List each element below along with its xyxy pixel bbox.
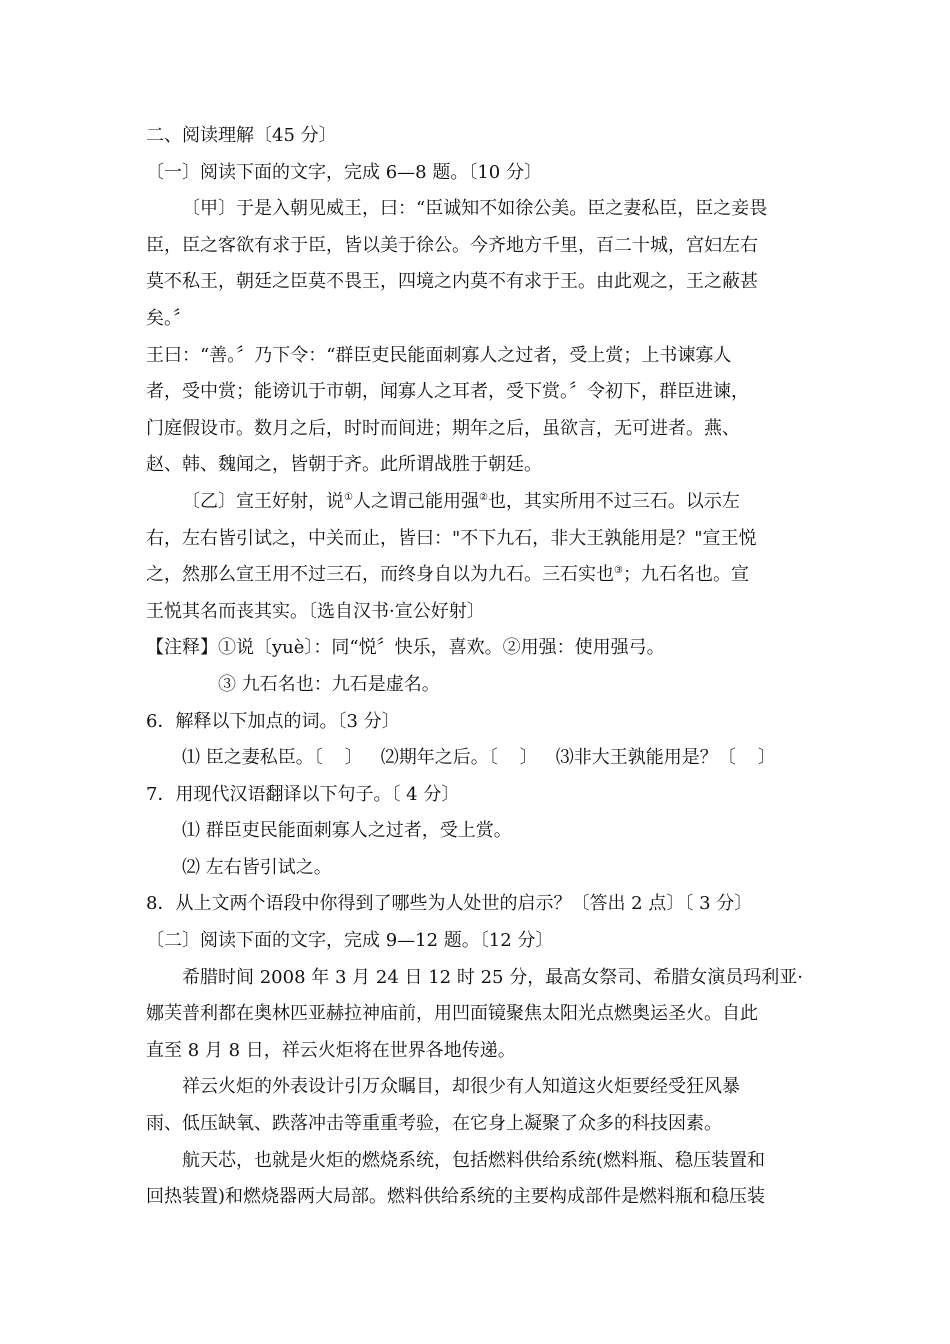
passage-jia-line: 矣。〞 <box>146 307 191 329</box>
passage-yi-text: 也，其实所用不过三石。以示左 <box>487 490 740 512</box>
passage-2-line: 航天芯，也就是火炬的燃烧系统，包括燃料供给系统(燃料瓶、稳压装置和 <box>182 1149 766 1171</box>
passage-yi-text: 人之谓己能用强 <box>352 490 479 512</box>
q6-item: ⑶非大王孰能用是？〔 <box>555 747 736 769</box>
passage-2-line: 娜芙普利都在奥林匹亚赫拉神庙前，用凹面镜聚焦太阳光点燃奥运圣火。自此 <box>146 1003 758 1025</box>
question-7-stem: 7．用现代汉语翻译以下句子。〔 4 分〕 <box>146 783 460 805</box>
passage-yi-line <box>146 557 811 594</box>
annotation-line: 【注释】①说〔yuè〕：同“悦〞快乐，喜欢。②用强：使用强弓。 <box>146 637 665 659</box>
section-title: 二、阅读理解〔45 分〕 <box>146 125 337 146</box>
passage-jia-line: 〔甲〕于是入朝见威王，曰：“臣诚知不如徐公美。臣之妻私臣，臣之妾畏 <box>182 198 768 220</box>
passage-yi-line <box>146 484 811 521</box>
q6-item-close: 〕 <box>519 747 538 769</box>
passage-jia-line: 门庭假设市。数月之后，时时而间进；期年之后，虽欲言，无可进者。燕、 <box>146 417 740 439</box>
passage-jia-line: 臣，臣之客欲有求于臣，皆以美于徐公。今齐地方千里，百二十城，宫妇左右 <box>146 234 758 256</box>
q7-item: ⑵ 左右皆引试之。 <box>182 856 332 878</box>
question-6-stem: 6．解释以下加点的词。〔3 分〕 <box>146 710 400 732</box>
passage-yi-text: 之，然那么宣王用不过三石，而终身自以为九石。三石实也 <box>146 564 614 586</box>
passage-yi-text: ；九石名也。宣 <box>622 564 749 586</box>
passage-jia-line: 者，受中赏；能谤讥于市朝，闻寡人之耳者，受下赏。〞令初下，群臣进谏， <box>146 381 749 403</box>
document-page <box>146 118 811 1216</box>
footnote-marker: ② <box>478 491 488 503</box>
part1-heading: 〔一〕阅读下面的文字，完成 6—8 题。〔10 分〕 <box>146 161 542 183</box>
annotation-line: ③ 九石名也：九石是虚名。 <box>218 673 440 695</box>
passage-jia-line: 莫不私王，朝廷之臣莫不畏王，四境之内莫不有求于王。由此观之，王之蔽甚 <box>146 271 758 293</box>
passage-2-line: 祥云火炬的外表设计引万众瞩目，却很少有人知道这火炬要经受狂风暴 <box>182 1076 740 1098</box>
passage-jia-line: 王曰：“善。〞乃下令：“群臣吏民能面刺寡人之过者，受上赏；上书谏寡人 <box>146 344 732 366</box>
passage-2-line: 直至 8 月 8 日，祥云火炬将在世界各地传递。 <box>146 1039 516 1061</box>
passage-yi-text: 〔乙〕宣王好射，说 <box>182 490 344 512</box>
q6-item: ⑵期年之后。〔 <box>380 747 498 769</box>
q6-item: ⑴ 臣之妻私臣。〔 <box>182 747 323 769</box>
passage-yi-line: 王悦其名而丧其实。〔选自汉书·宣公好射〕 <box>146 600 485 622</box>
passage-jia-line: 赵、韩、魏闻之，皆朝于齐。此所谓战胜于朝廷。 <box>146 454 542 476</box>
footnote-marker: ① <box>344 491 353 503</box>
passage-2-line: 雨、低压缺氧、跌落冲击等重重考验，在它身上凝聚了众多的科技因素。 <box>146 1113 722 1135</box>
passage-2-line: 希腊时间 2008 年 3 月 24 日 12 时 25 分，最高女祭司、希腊女演员玛利亚· <box>182 966 803 988</box>
footnote-marker: ③ <box>614 565 623 577</box>
part2-heading: 〔二〕阅读下面的文字，完成 9—12 题。〔12 分〕 <box>146 930 554 952</box>
passage-2-line: 回热装置)和燃烧器两大局部。燃料供给系统的主要构成部件是燃料瓶和稳压装 <box>146 1186 766 1208</box>
q6-item-close: 〕 <box>757 747 776 769</box>
passage-yi-line: 右，左右皆引试之，中关而止，皆曰："不下九石，非大王孰能用是？"宣王悦 <box>146 527 757 549</box>
q7-item: ⑴ 群臣吏民能面刺寡人之过者，受上赏。 <box>182 820 512 842</box>
question-6-items <box>146 740 811 777</box>
question-8-stem: 8．从上文两个语段中你得到了哪些为人处世的启示？〔答出 2 点〕〔 3 分〕 <box>146 893 753 915</box>
q6-item-close: 〕 <box>344 747 363 769</box>
